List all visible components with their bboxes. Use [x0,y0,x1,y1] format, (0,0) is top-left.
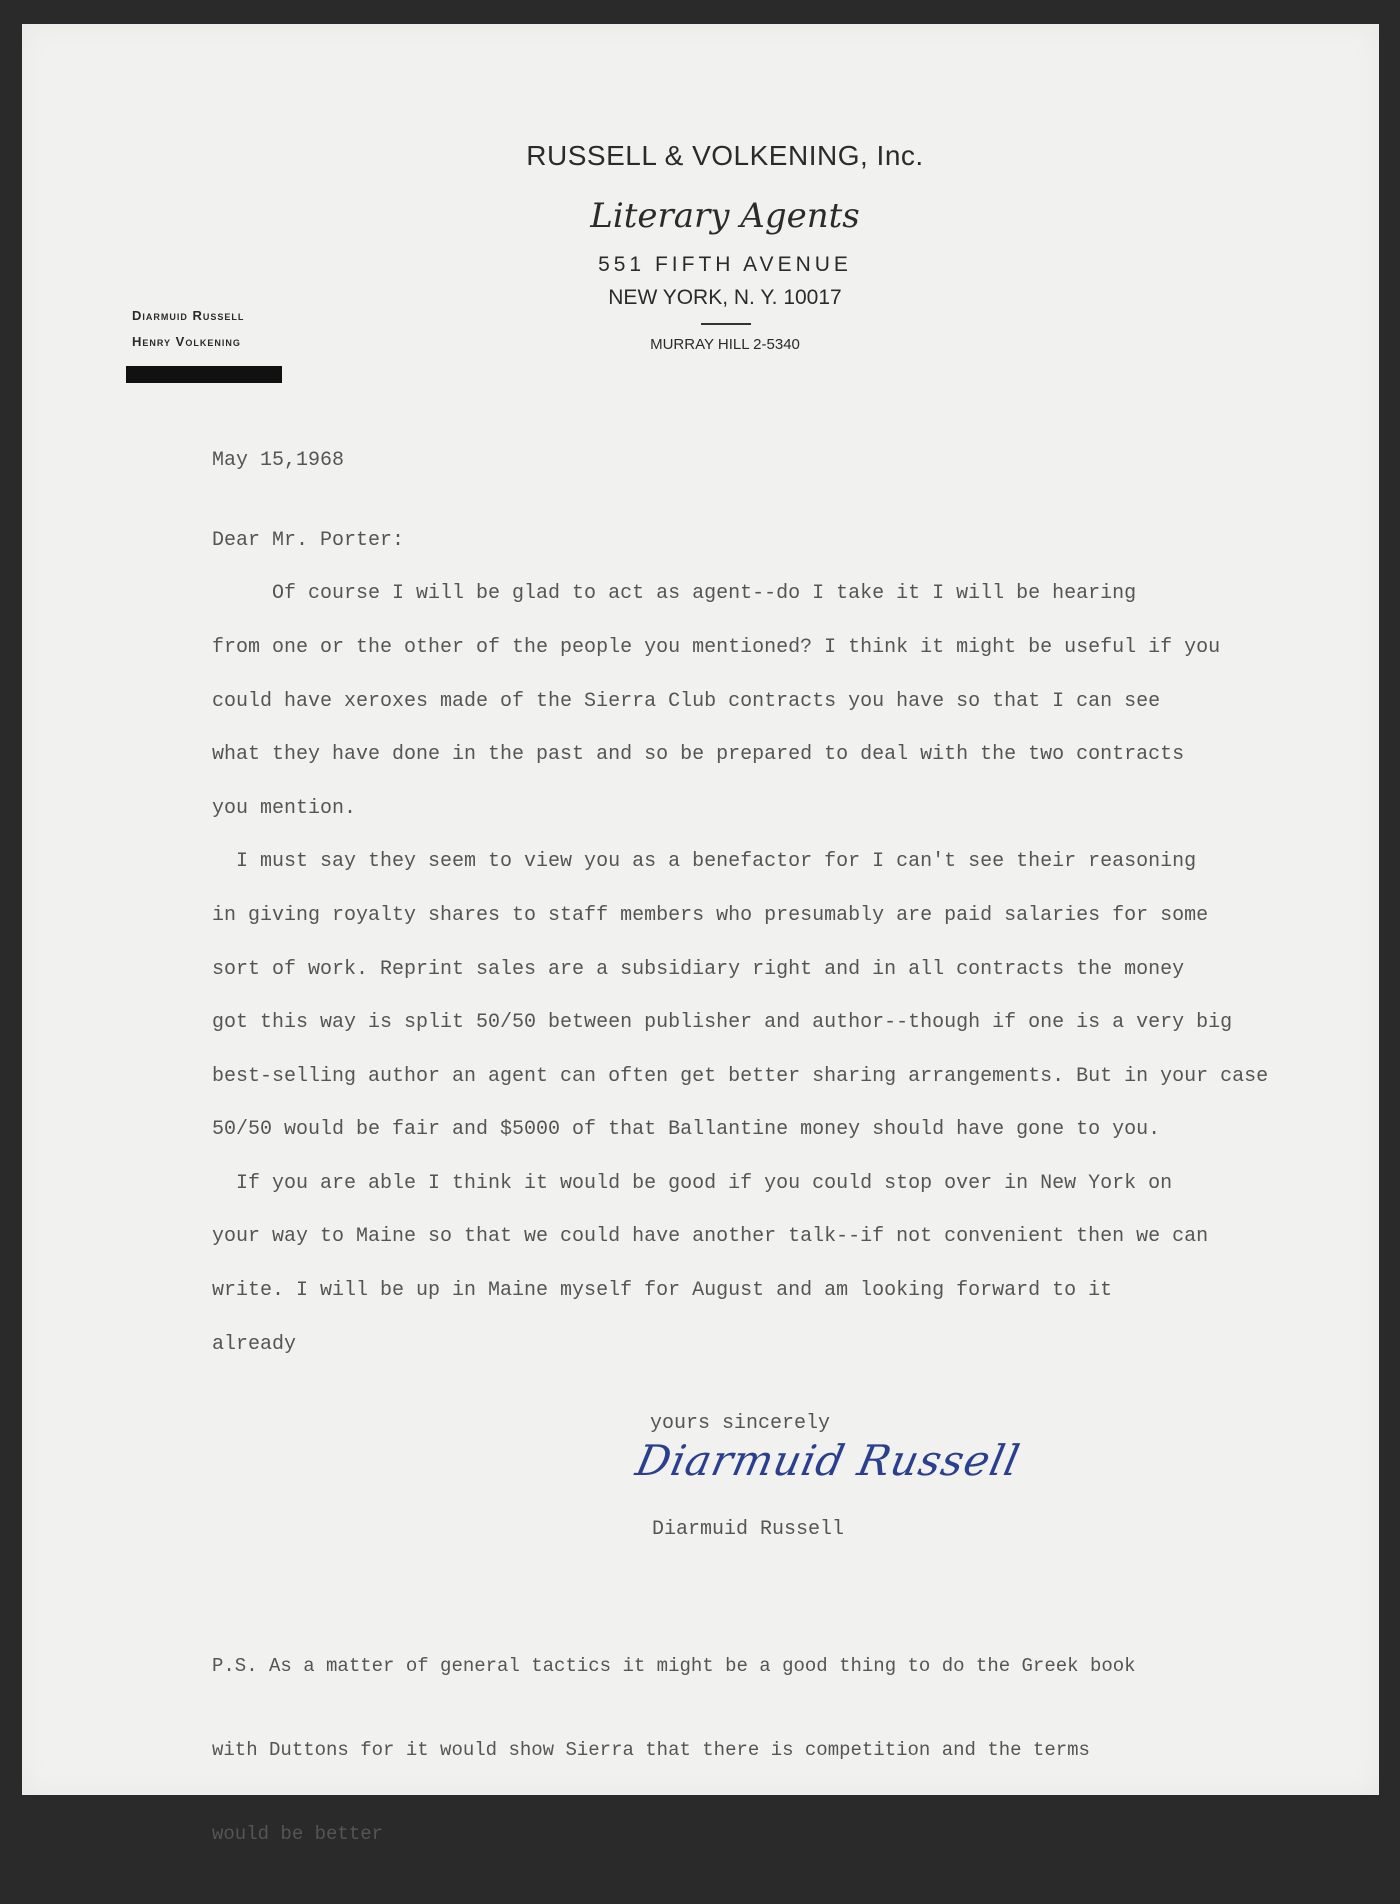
body-line: already [212,1333,297,1356]
body-line: If you are able I think it would be good if you could stop over in New York on [212,1172,1173,1195]
letterhead-tagline: Literary Agents [590,196,860,236]
letter-date: May 15,1968 [212,449,345,472]
body-line: in giving royalty shares to staff members who presumably are paid salaries for some [212,904,1209,927]
postscript-line: with Duttons for it would show Sierra that there is competition and the terms [212,1739,1090,1761]
postscript-line: would be better [212,1823,384,1845]
body-line: your way to Maine so that we could have another talk--if not convenient then we can [212,1225,1209,1248]
signature-text: Diarmuid Russell [631,1436,1025,1485]
body-line: could have xeroxes made of the Sierra Club contracts you have so that I can see [212,690,1161,713]
partner-name: Diarmuid Russell [132,308,245,323]
body-line: write. I will be up in Maine myself for August and am looking forward to it [212,1279,1113,1302]
postscript-line: P.S. As a matter of general tactics it might be a good thing to do the Greek book [212,1655,1136,1677]
letter-closing: yours sincerely [650,1412,831,1435]
body-line: 50/50 would be fair and $5000 of that Ballantine money should have gone to you. [212,1118,1161,1141]
letterhead-address-line2: NEW YORK, N. Y. 10017 [608,286,842,309]
letterhead-company: RUSSELL & VOLKENING, Inc. [526,140,924,171]
body-line: best-selling author an agent can often get better sharing arrangements. But in your case [212,1065,1269,1088]
letter-page [22,24,1379,1845]
body-line: Of course I will be glad to act as agent--do I take it I will be hearing [212,582,1137,605]
handwritten-signature [631,1414,1025,1504]
partner-list [132,308,244,360]
letterhead-divider [701,323,751,325]
partner-name: Henry Volkening [132,334,241,349]
letter-salutation: Dear Mr. Porter: [212,529,405,552]
letterhead-address-line1: 551 FIFTH AVENUE [598,253,852,276]
typed-signer-name: Diarmuid Russell [652,1518,845,1541]
redaction-bar [126,366,282,383]
body-line: what they have done in the past and so be prepared to deal with the two contracts [212,743,1185,766]
postscript [212,1596,1136,1904]
body-line: sort of work. Reprint sales are a subsidiary right and in all contracts the money [212,958,1185,981]
body-line: got this way is split 50/50 between publisher and author--though if one is a very big [212,1011,1233,1034]
body-line: from one or the other of the people you mentioned? I think it might be useful if you [212,636,1221,659]
letterhead-phone: MURRAY HILL 2-5340 [650,336,800,353]
body-line: I must say they seem to view you as a benefactor for I can't see their reasoning [212,850,1197,873]
body-line: you mention. [212,797,357,820]
